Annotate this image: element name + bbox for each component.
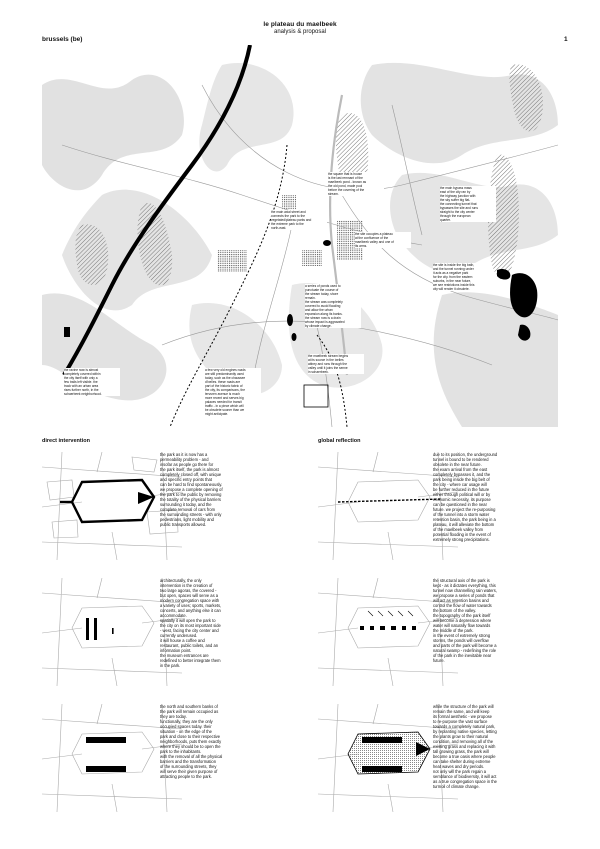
map-note-ravine: the ravine now is almost completely covered within the city itself with only a few trails left visible. the track with an urban area rises further north, in the schaerbeek neighborhood. xyxy=(64,368,120,396)
paragraph-tunnel: due to its position, the underground tunnel is bound to be rendered obsolete in the near future. the exam arrival from the east completely bypasses it, and the park being inside the big belt of the city - where car usage will be further reduced in the future either through political will or by economic necessity, its purpose can be questioned in the near future. we project the re-purposing of the tunnel into a storm water retention basin, the park being in a plateau, it will alleviate the bottom of the maelbeek valley from potential flooding in the event of extremely strong precipitations. xyxy=(433,452,498,542)
page-subtitle: analysis & proposal xyxy=(273,29,327,35)
paragraph-natural-park: while the structure of the park will remain the same, and will keep its formal aesthetic - we propose to re-purpose the vast surface towards a completely natural park, by replanting native species, letting the plants grow to their natural condition, and removing all of the existing grass and replacing it with tall growing grass, the park will become a true oasis where people can take shelter during extreme heat waves and dry periods. not only will the park regain a semblance of biodiversity, it will act as a true congregation space in the turmoil of climate change. xyxy=(433,704,497,789)
map-note-plateau: the site occupies a plateau at the confluence of the maelbeek valley and one of its arms. xyxy=(355,232,411,248)
map-note-bypass: the main bypass mass east of the city ran by the highway junction with the sky suffer big flat- the connecting tunnel that bypasses the site and runs straight to the city center through the european quarter. xyxy=(440,186,496,222)
map-note-old-pond: the square that is house is the last remnant of the maelbeek pond - known as the old pond, made pool before the covering of the stream. xyxy=(328,172,384,196)
page-number: 1 xyxy=(564,36,568,43)
paragraph-agoras: architecturally, the only intervention is the creation of two large agoras, the covered - but open, spaces will serve as a modern congregation space with a variety of uses; sports, markets, concerts, and anything else it can accommodate. spatially it will open the park to the city on its most important side - west, facing the city center and currently underused. it will house a coffee and restaurant, public toilets, and an information point. the museum entrances are redefined to better integrate them in the park. xyxy=(160,578,222,668)
station-marker xyxy=(64,327,70,337)
map-note-stream-source: the maelbeek stream begins at its source in the ixelles abbey and runs through the valley until it joins the senne in schaerbeek. xyxy=(308,354,364,374)
heading-global-reflection: global reflection xyxy=(318,438,361,444)
paragraph-park-opening: the park as it is now has a permeability problem - and insofar as people go there for the park itself, the park is almost completely closed off, with unique and specific entry points that can be hard to find spontaneously. we propose a complete opening of the park to the public by removing the totality of the physical barriers surrounding it today, and the complete removal of cars from the surrounding streets - with only pedestrians, light mobility and public transports allowed. xyxy=(160,452,223,527)
heading-direct-intervention: direct intervention xyxy=(42,438,90,444)
map-note-big-bath: the site is inside the big bath, and the tunnel running under it acts as a negative park for the city. from the eastern suburbs, in the near future, we see restrictions inside this city will render it obsolete. xyxy=(433,263,489,291)
paragraph-ponds: the structural axis of the park is kept - as it dictates everything, this tunnel now channelling rain waters, we propose a series of ponds that will act as retention basins and control the flow of water towards the bottom of the valley. the topography of the park itself will become a depression where water will naturally flow towards the middle of the park. in the event of extremely strong storms, the ponds will overflow and parts of the park will become a natural swamp - redefining the role of the park in the inevitable near future. xyxy=(433,578,497,663)
page-title: le plateau du maelbeek xyxy=(263,21,337,28)
paragraph-banks: the north and southern banks of the park will remain occupied as they are today. functionally, they are the only occupied spaces today. their situation - on the edge of the park and close to their respective neighborhoods, puts them exactly where they should be to open the park to the inhabitants. with the removal of all the physical barriers and the transformation of the surrounding streets, they will serve their given purpose of attracting people to the park. xyxy=(160,704,223,779)
map-note-ponds: a series of ponds used to punctuate the course of the stream today, shore remain. the stream was completely covered to avoid flooding and allow the urban expansion along its banks. the stream now is a drain whose impact is aggravated by climate change. xyxy=(305,284,361,328)
map-note-old-roads: a few very old engines roads are still predominantly used today, such as the chaussee d'ixelles. these roads are part of the historic fabric of the city, its comparisons, the tervuren avenue is much more recent and serves big palaces needed for transit traffic - in a piece which will be obsolete sooner than we might anticipate. xyxy=(205,368,261,416)
map-note-axial-street: the main axial street and connects the park to the vegetated/plateau parks and the extreme park to the north-east. xyxy=(271,210,327,230)
location-label: brussels (be) xyxy=(42,36,83,43)
park-outline xyxy=(304,385,328,407)
